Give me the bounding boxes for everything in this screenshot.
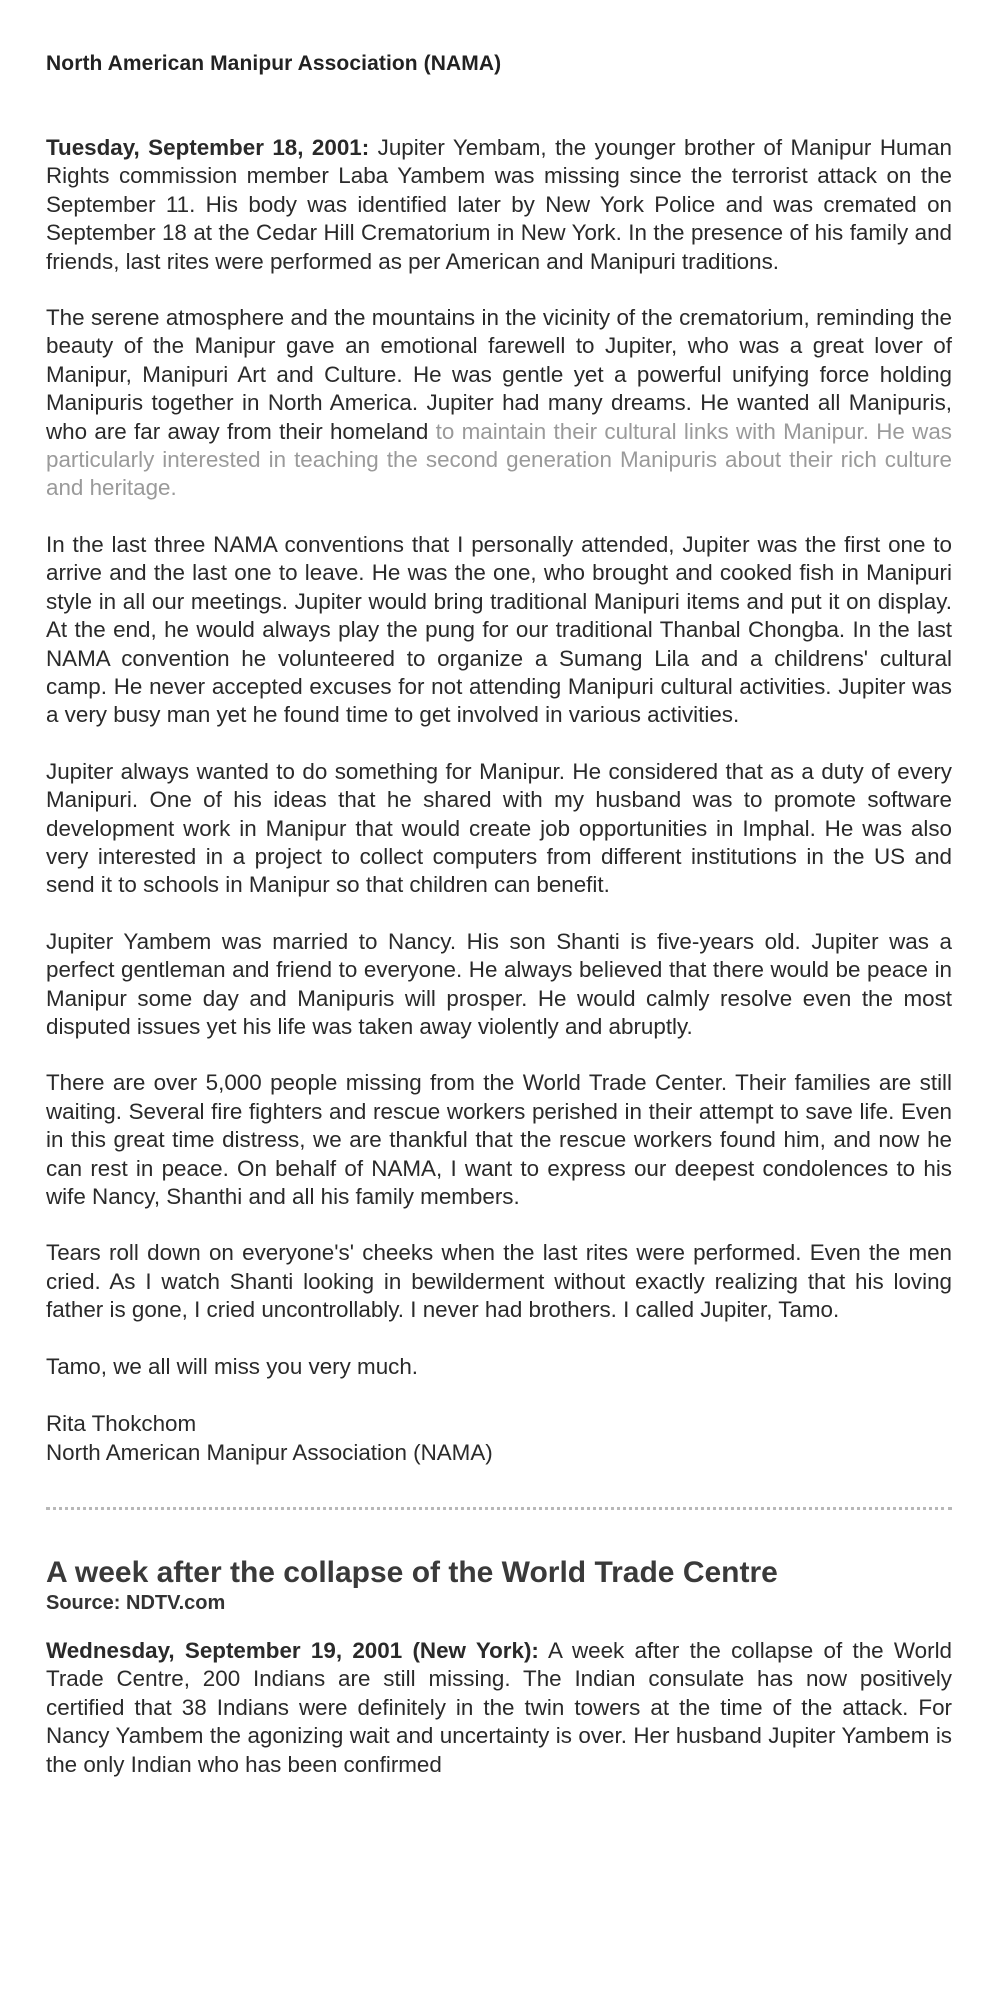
article1-paragraph-4: Jupiter always wanted to do something for Manipur. He considered that as a duty of every Manipuri. One of his ideas that he shared with my husband was to promote software development work in Manipur that would create job opportunities in Imphal. He was also very interested in a project to collect computers from different institutions in the US and send it to schools in Manipur so that children can benefit. bbox=[46, 758, 952, 898]
signature-org: North American Manipur Association (NAMA) bbox=[46, 1440, 493, 1466]
faded-paragraph-text: to maintain their cultural links with Manipur. He was particularly interested in teaching the second generation Manipuris about their rich culture and heritage. bbox=[46, 418, 952, 501]
article1-paragraph-2 bbox=[46, 304, 952, 503]
article2-source: Source: NDTV.com bbox=[46, 1592, 226, 1615]
article1-paragraph-6: There are over 5,000 people missing from the World Trade Center. Their families are still waiting. Several fire fighters and rescue workers perished in their attempt to save life. Even in this great time distress, we are thankful that the rescue workers found him, and now he can rest in peace. On behalf of NAMA, I want to express our deepest condolences to his wife Nancy, Shanthi and all his family members. bbox=[46, 1070, 952, 1209]
article1-paragraph-5: Jupiter Yambem was married to Nancy. His son Shanti is five-years old. Jupiter was a perfect gentleman and friend to everyone. He always believed that there would be peace in Manipur some day and Manipuris will prosper. He would calmly resolve even the most disputed issues yet his life was taken away violently and abruptly. bbox=[46, 928, 952, 1039]
dateline: Wednesday, September 19, 2001 (New York): bbox=[46, 1638, 539, 1664]
section-divider bbox=[46, 1507, 952, 1510]
paragraph-text: A week after the collapse of the World Trade Centre, 200 Indians are still missing. The Indian consulate has now positively certified that 38 Indians were definitely in the twin towers at the time of the attack. For Nancy Yambem the agonizing wait and uncertainty is over. Her husband Jupiter Yambem is the only Indian who has been confirmed bbox=[46, 1638, 952, 1777]
paragraph-text: The serene atmosphere and the mountains in the vicinity of the crematorium, reminding the beauty of the Manipur gave an emotional farewell to Jupiter, who was a great lover of Manipur, Manipuri Art and Culture. He was gentle yet a powerful unifying force holding Manipuris together in North America. Jupiter had many dreams. He wanted all Manipuris, who are far away from their homeland bbox=[46, 305, 952, 444]
paragraph-text: Jupiter Yembam, the younger brother of Manipur Human Rights commission member Laba Yambem was missing since the terrorist attack on the September 11. His body was identified later by New York Police and was cremated on September 18 at the Cedar Hill Crematorium in New York. In the presence of his family and friends, last rites were performed as per American and Manipuri traditions. bbox=[46, 135, 952, 274]
article2-paragraph-1 bbox=[46, 1637, 952, 1779]
article1-paragraph-7: Tears roll down on everyone's' cheeks when the last rites were performed. Even the men cried. As I watch Shanti looking in bewilderment without exactly realizing that his loving father is gone, I cried uncontrollably. I never had brothers. I called Jupiter, Tamo. bbox=[46, 1240, 952, 1323]
signature-name: Rita Thokchom bbox=[46, 1411, 197, 1437]
org-header: North American Manipur Association (NAMA) bbox=[46, 52, 502, 75]
article1-paragraph-8: Tamo, we all will miss you very much. bbox=[46, 1353, 419, 1379]
dateline: Tuesday, September 18, 2001: bbox=[46, 135, 370, 160]
article1-paragraph-1 bbox=[46, 134, 952, 276]
article1-paragraph-3: In the last three NAMA conventions that I personally attended, Jupiter was the first one to arrive and the last one to leave. He was the one, who brought and cooked fish in Manipuri style in all our meetings. Jupiter would bring traditional Manipuri items and put it on display. At the end, he would always play the pung for our traditional Thanbal Chongba. In the last NAMA convention he volunteered to organize a Sumang Lila and a childrens' cultural camp. He never accepted excuses for not attending Manipuri cultural activities. Jupiter was a very busy man yet he found time to get involved in various activities. bbox=[46, 531, 952, 728]
article2-headline: A week after the collapse of the World Trade Centre bbox=[46, 1556, 778, 1590]
